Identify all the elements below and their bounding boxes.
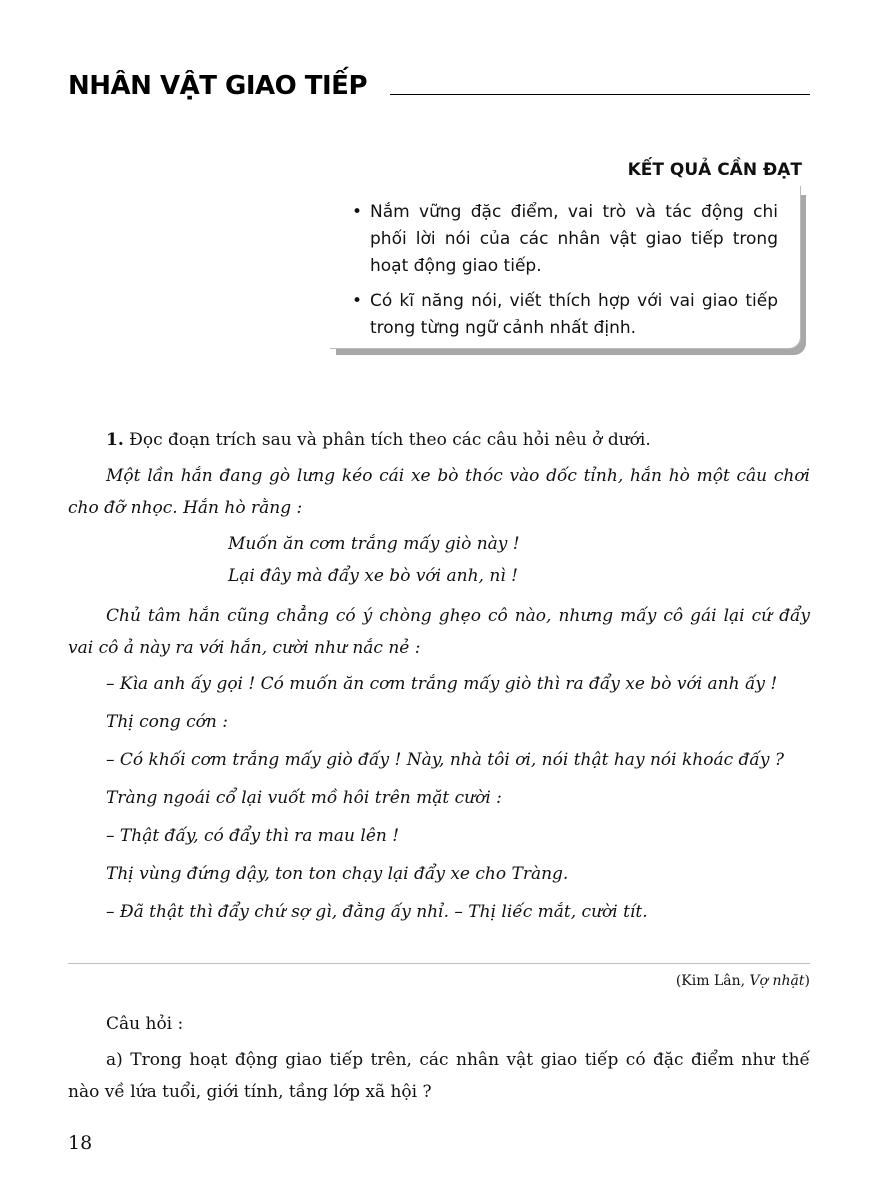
excerpt-paragraph: Thị cong cớn :: [106, 712, 228, 732]
divider: [68, 963, 810, 964]
page-number: 18: [68, 1132, 93, 1154]
goal-text: Có kĩ năng nói, viết thích hợp với vai giao tiếp trong từng ngữ cảnh nhất định.: [370, 291, 778, 338]
goal-item: [350, 288, 778, 342]
excerpt-paragraph: – Đã thật thì đẩy chứ sợ gì, đằng ấy nhỉ. – Thị liếc mắt, cười tít.: [106, 902, 648, 922]
excerpt-paragraph: – Có khối cơm trắng mấy giò đấy ! Này, nhà tôi ơi, nói thật hay nói khoác đấy ?: [106, 750, 784, 770]
verse-line: Muốn ăn cơm trắng mấy giò này !: [228, 534, 520, 554]
page-title: NHÂN VẬT GIAO TIẾP: [68, 71, 368, 101]
goals-list: [350, 199, 778, 350]
excerpt-paragraph: Thị vùng đứng dậy, ton ton chạy lại đẩy xe cho Tràng.: [106, 864, 569, 884]
goal-text: Nắm vững đặc điểm, vai trò và tác động chi phối lời nói của các nhân vật giao tiếp trong hoạt động giao tiếp.: [370, 202, 778, 276]
goal-item: [350, 199, 778, 280]
excerpt-paragraph: Tràng ngoái cổ lại vuốt mồ hôi trên mặt cười :: [106, 788, 502, 808]
title-rule: [390, 94, 810, 95]
source-suffix: ): [804, 973, 810, 989]
exercise-text: Đọc đoạn trích sau và phân tích theo các câu hỏi nêu ở dưới.: [129, 430, 651, 450]
exercise-instruction: [68, 424, 810, 456]
verse-line: Lại đây mà đẩy xe bò với anh, nì !: [228, 566, 518, 586]
excerpt-paragraph: – Kìa anh ấy gọi ! Có muốn ăn cơm trắng mấy giò thì ra đẩy xe bò với anh ấy !: [106, 674, 778, 694]
source-author: (Kim Lân,: [675, 973, 750, 989]
excerpt-paragraph: – Thật đấy, có đẩy thì ra mau lên !: [106, 826, 400, 846]
source-citation: [676, 973, 810, 989]
excerpt-paragraph: Chủ tâm hắn cũng chẳng có ý chòng ghẹo cô nào, nhưng mấy cô gái lại cứ đẩy vai cô ả này ra với hắn, cười như nắc nẻ :: [68, 606, 810, 658]
questions-label: Câu hỏi :: [106, 1014, 184, 1034]
exercise-number: 1.: [106, 430, 124, 450]
page-header: [68, 68, 810, 108]
question-a: a) Trong hoạt động giao tiếp trên, các nhân vật giao tiếp có đặc điểm như thế nào về lứa tuổi, giới tính, tầng lớp xã hội ?: [68, 1050, 810, 1102]
bullet-icon: •: [352, 291, 363, 311]
bullet-icon: •: [352, 202, 363, 222]
source-work: Vợ nhặt: [749, 973, 805, 989]
questions-section: [68, 1008, 810, 1108]
exercise-body: [68, 424, 810, 928]
excerpt-paragraph: Một lần hắn đang gò lưng kéo cái xe bò thóc vào dốc tỉnh, hắn hò một câu chơi cho đỡ nhọc. Hắn hò rằng :: [68, 466, 810, 518]
goals-heading: KẾT QUẢ CẦN ĐẠT: [627, 160, 802, 180]
